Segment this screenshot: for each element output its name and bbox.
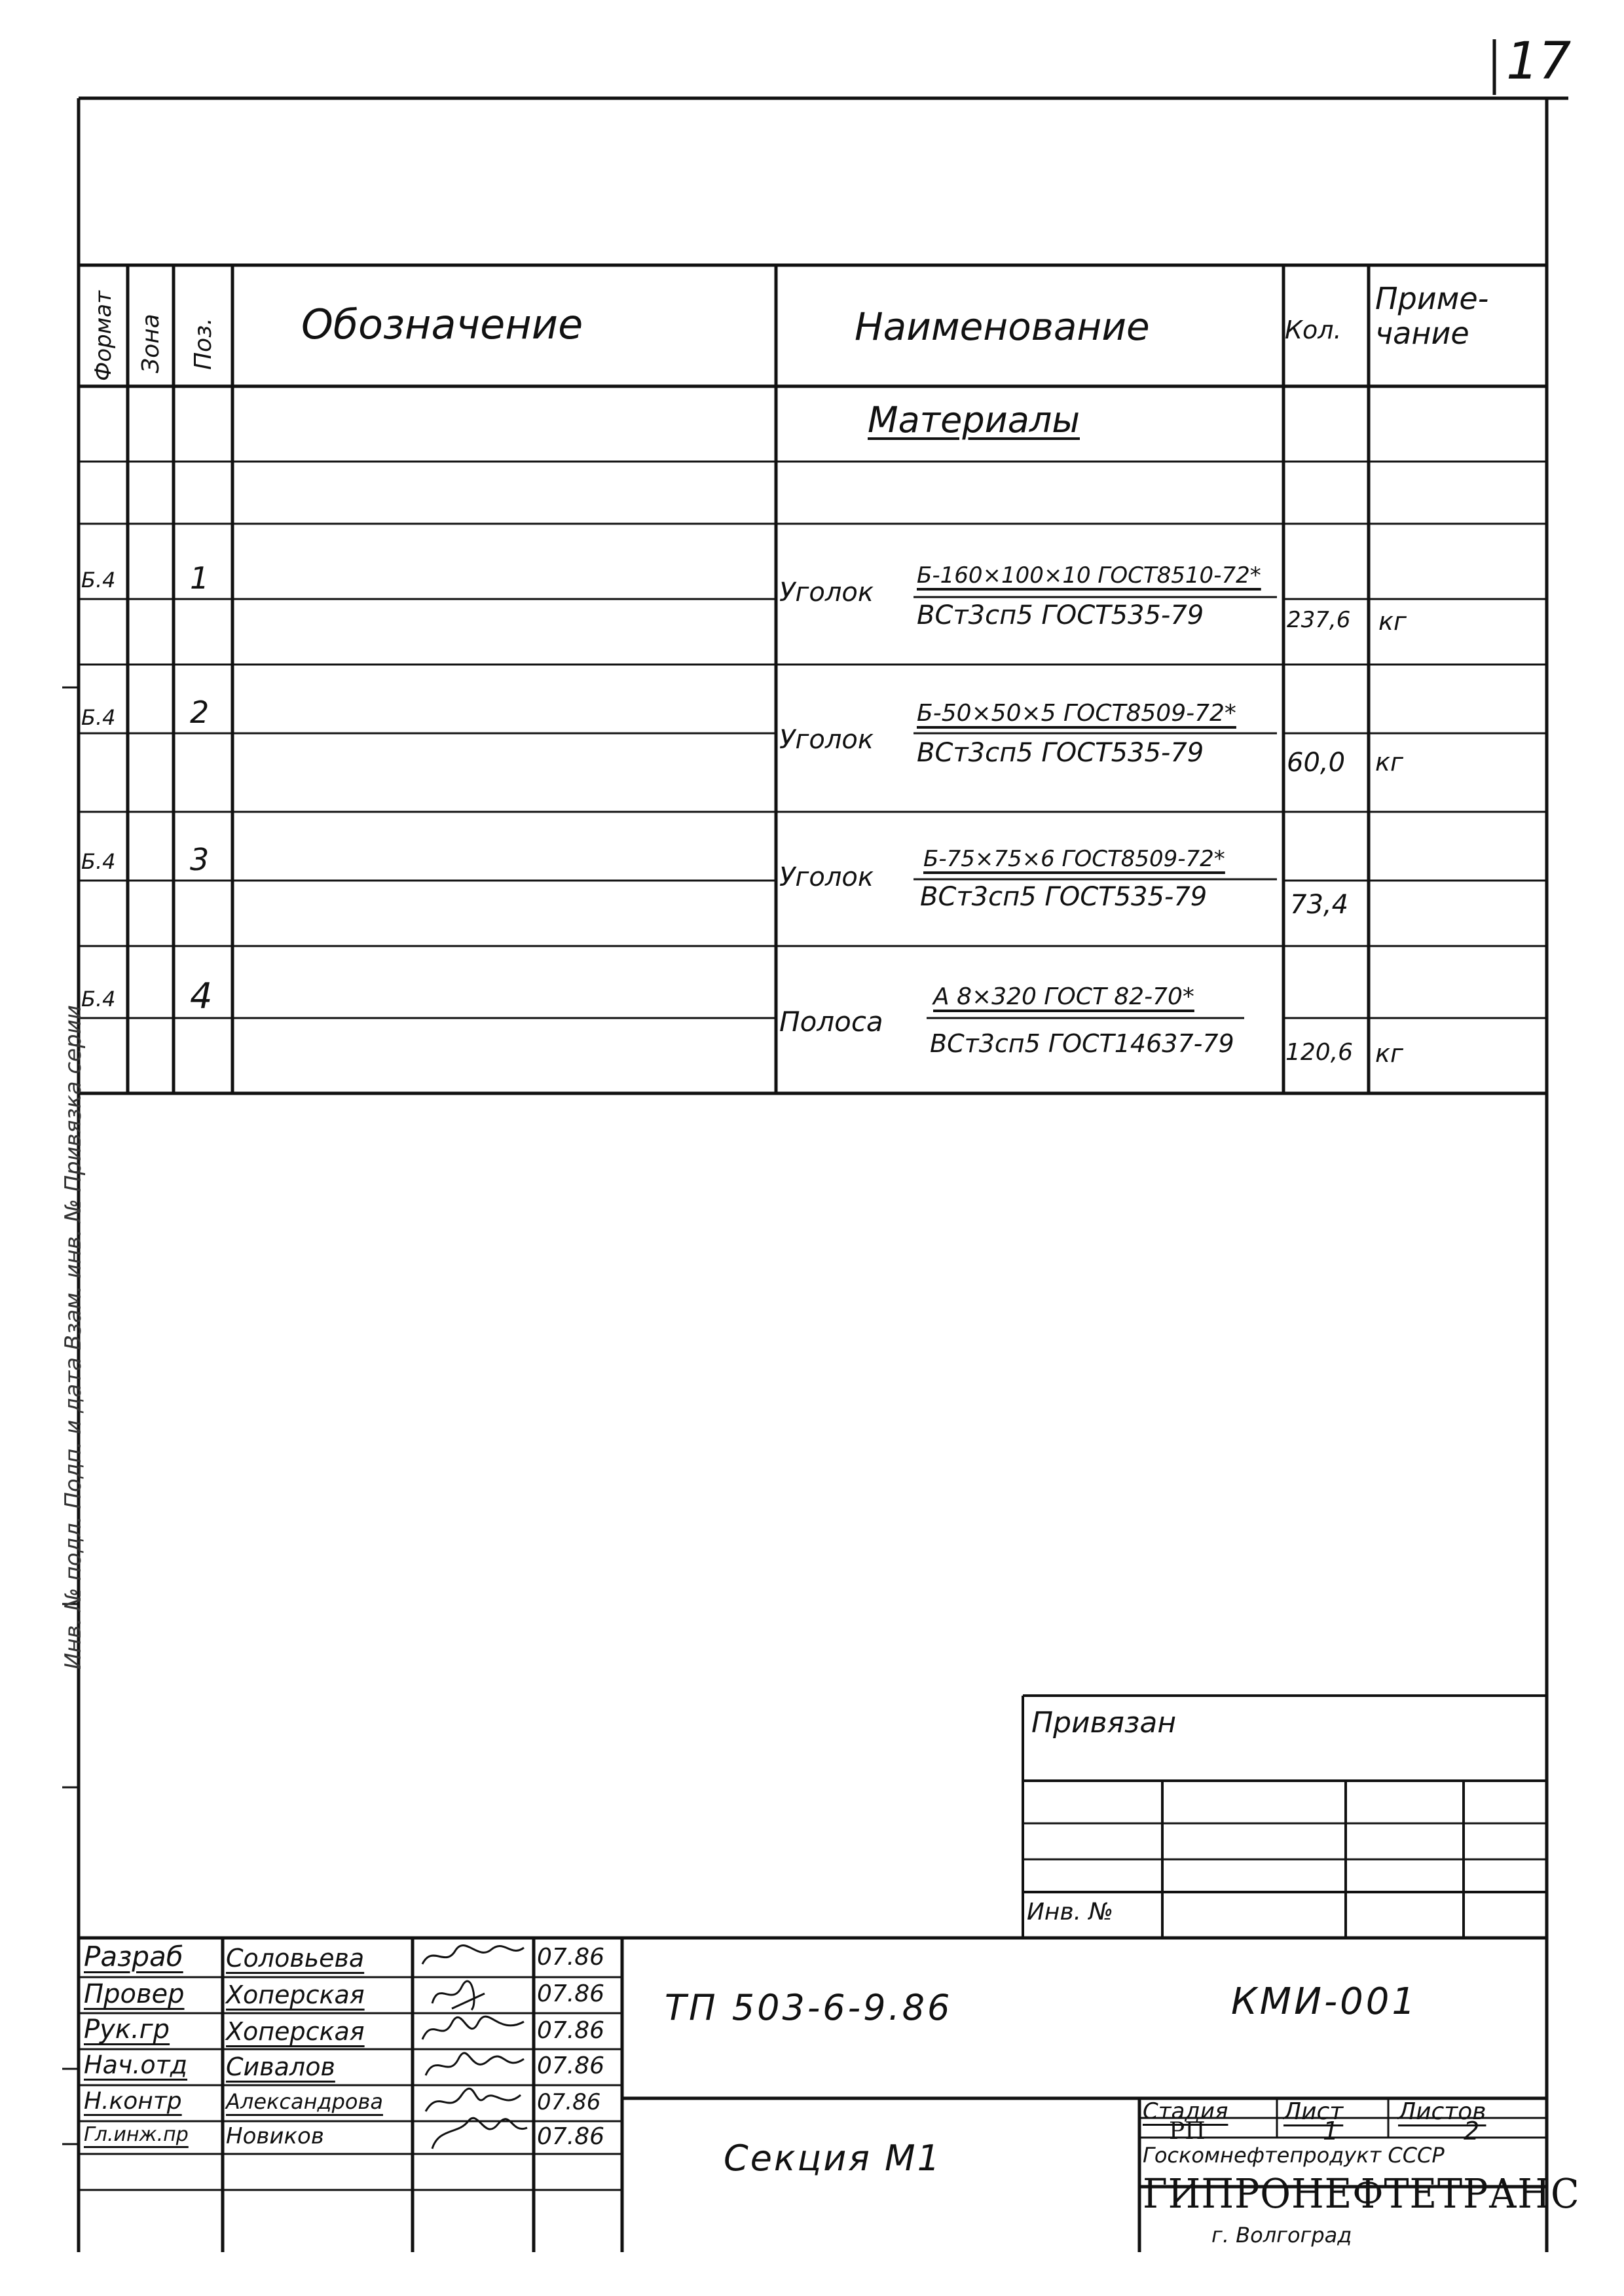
signatory-date: 07.86 — [537, 1980, 605, 2007]
sheet-value: 1 — [1323, 2117, 1339, 2145]
row-spec-bottom: ВСт3сп5 ГОСТ535-79 — [920, 882, 1208, 912]
row-spec-top: Б-75×75×6 ГОСТ8509-72* — [923, 846, 1225, 872]
row-unit: кг — [1378, 607, 1407, 636]
signatory-role: Н.контр — [84, 2088, 182, 2115]
header-designation: Обозначение — [301, 301, 583, 348]
row-pos: 2 — [190, 695, 210, 730]
row-item: Уголок — [779, 862, 874, 892]
sheets-value: 2 — [1464, 2117, 1480, 2145]
sheets-label: Листов — [1398, 2098, 1486, 2125]
row-spec-top: А 8×320 ГОСТ 82-70* — [933, 983, 1194, 1010]
row-pos: 1 — [190, 560, 210, 596]
stage-value: РП — [1169, 2118, 1206, 2145]
organization-ministry: Госкомнефтепродукт СССР — [1143, 2143, 1445, 2168]
signatory-role: Рук.гр — [84, 2014, 170, 2045]
document-code: КМИ-001 — [1231, 1980, 1418, 2023]
signatory-date: 07.86 — [537, 2089, 601, 2115]
row-unit: кг — [1375, 1039, 1403, 1068]
row-format: Б.4 — [81, 987, 116, 1011]
row-spec-top: Б-160×100×10 ГОСТ8510-72* — [917, 562, 1261, 589]
row-qty: 237,6 — [1287, 607, 1351, 633]
signatory-name: Хоперская — [226, 2017, 365, 2046]
signatory-date: 07.86 — [537, 2123, 605, 2150]
signatory-role: Разраб — [84, 1941, 183, 1973]
section-name: Секция М1 — [724, 2138, 942, 2179]
signatory-date: 07.86 — [537, 1944, 605, 1971]
binding-title: Привязан — [1031, 1706, 1177, 1740]
section-title: Материалы — [868, 399, 1080, 441]
row-item: Уголок — [779, 725, 874, 755]
signatures-image — [413, 1938, 534, 2154]
organization-city: г. Волгоград — [1211, 2223, 1352, 2248]
signatory-name: Новиков — [226, 2123, 324, 2149]
stage-label: Стадия — [1143, 2098, 1228, 2124]
row-item: Уголок — [779, 577, 874, 608]
sheet-label: Лист — [1283, 2098, 1344, 2125]
signatory-name: Соловьева — [226, 1944, 365, 1973]
row-spec-top: Б-50×50×5 ГОСТ8509-72* — [917, 700, 1236, 727]
signatory-role: Гл.инж.пр — [84, 2123, 189, 2146]
header-qty: Кол. — [1285, 316, 1342, 344]
signatory-date: 07.86 — [537, 2017, 605, 2044]
row-qty: 73,4 — [1290, 890, 1349, 920]
row-unit: кг — [1375, 748, 1403, 776]
header-zone: Зона — [138, 314, 164, 373]
header-note: Приме- чание — [1375, 281, 1489, 351]
signatory-name: Александрова — [226, 2089, 383, 2114]
row-spec-bottom: ВСт3сп5 ГОСТ535-79 — [917, 738, 1204, 768]
row-item: Полоса — [779, 1006, 883, 1038]
signatory-name: Хоперская — [226, 1980, 365, 2009]
header-pos: Поз. — [190, 318, 217, 370]
signatory-name: Сивалов — [226, 2052, 335, 2081]
row-spec-bottom: ВСт3сп5 ГОСТ14637-79 — [930, 1029, 1234, 1058]
signatory-date: 07.86 — [537, 2052, 605, 2079]
inventory-number-label: Инв. № — [1027, 1899, 1114, 1925]
project-code: ТП 503-6-9.86 — [665, 1987, 953, 2028]
side-strip-label: Инв. № подл. Подп. и дата Взам. инв. № Привязка серии — [60, 1005, 86, 1669]
signatory-role: Нач.отд — [84, 2050, 188, 2079]
header-format: Формат — [90, 291, 117, 381]
row-pos: 4 — [190, 975, 213, 1017]
signatory-role: Провер — [84, 1979, 185, 2009]
sheet-number: 17 — [1506, 32, 1572, 91]
row-format: Б.4 — [81, 705, 116, 730]
row-qty: 60,0 — [1287, 748, 1346, 778]
row-spec-bottom: ВСт3сп5 ГОСТ535-79 — [917, 600, 1204, 630]
row-pos: 3 — [190, 842, 210, 877]
row-format: Б.4 — [81, 849, 116, 874]
row-format: Б.4 — [81, 568, 116, 592]
organization-name: ГИПРОНЕФТЕТРАНС — [1143, 2170, 1580, 2217]
header-name: Наименование — [855, 304, 1150, 349]
row-qty: 120,6 — [1285, 1039, 1354, 1066]
